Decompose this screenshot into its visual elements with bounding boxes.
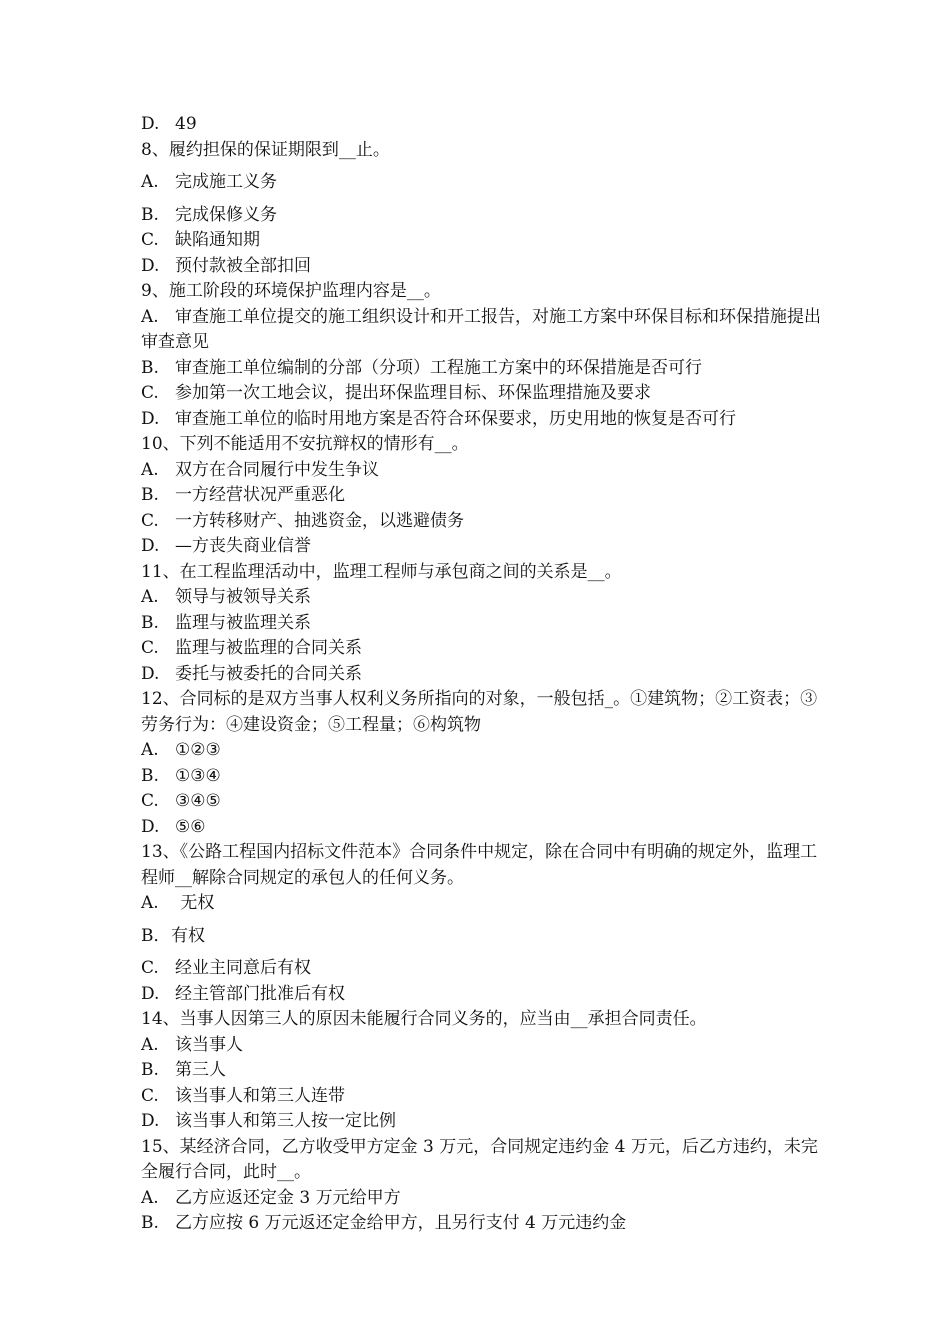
option-text: ①③④ <box>175 765 221 786</box>
option-label: A. <box>141 1187 159 1208</box>
option-label: C. <box>141 230 159 250</box>
option-text: 一方经营状况严重恶化 <box>175 485 345 505</box>
option-text: 经主管部门批准后有权 <box>175 983 345 1004</box>
option-label: C. <box>141 1085 159 1106</box>
answer-option <box>141 924 821 950</box>
answer-option <box>141 1109 821 1135</box>
option-label: B. <box>141 1213 159 1233</box>
option-label: B. <box>141 612 159 633</box>
option-label: C. <box>141 510 159 531</box>
option-text: 第三人 <box>175 1060 226 1080</box>
option-text: 该当事人和第三人连带 <box>175 1085 345 1106</box>
answer-option <box>141 1211 821 1237</box>
option-label: A. <box>141 587 159 607</box>
option-label: D. <box>141 114 160 134</box>
option-text: 委托与被委托的合同关系 <box>175 663 362 684</box>
answer-option <box>141 1084 821 1110</box>
answer-option <box>141 458 821 484</box>
answer-option <box>141 1058 821 1084</box>
option-label: D. <box>141 536 160 556</box>
option-text: ⑤⑥ <box>175 816 206 837</box>
option-text: 审查施工单位的临时用地方案是否符合环保要求，历史用地的恢复是否可行 <box>175 408 736 429</box>
answer-option <box>141 891 821 917</box>
answer-option <box>141 636 821 662</box>
option-label: C. <box>141 383 159 403</box>
option-label: D. <box>141 983 160 1004</box>
answer-option <box>141 789 821 815</box>
option-label: B. <box>141 485 159 505</box>
document-page <box>141 112 821 1237</box>
answer-option <box>141 509 821 535</box>
option-label: C. <box>141 958 159 978</box>
option-text: 参加第一次工地会议，提出环保监理目标、环保监理措施及要求 <box>175 383 651 403</box>
answer-option <box>141 203 821 229</box>
answer-option <box>141 1186 821 1212</box>
answer-option <box>141 956 821 982</box>
answer-option <box>141 534 821 560</box>
question-text: 8、履约担保的保证期限到__止。 <box>141 139 390 160</box>
option-label: D. <box>141 663 160 684</box>
option-text: 乙方应返还定金 3 万元给甲方 <box>175 1187 401 1208</box>
question-text: 14、当事人因第三人的原因未能履行合同义务的，应当由__承担合同责任。 <box>141 1009 707 1029</box>
answer-option <box>141 764 821 790</box>
answer-option <box>141 356 821 382</box>
option-label: B. <box>141 357 159 378</box>
answer-option <box>141 815 821 841</box>
question-text: 10、下列不能适用不安抗辩权的情形有__。 <box>141 434 469 454</box>
answer-option <box>141 112 821 138</box>
answer-option <box>141 738 821 764</box>
answer-option <box>141 611 821 637</box>
answer-option <box>141 585 821 611</box>
option-text: 完成保修义务 <box>175 204 277 225</box>
option-text: ③④⑤ <box>175 791 221 811</box>
question-text: 9、施工阶段的环境保护监理内容是__。 <box>141 281 441 301</box>
answer-option <box>141 170 821 196</box>
option-label: C. <box>141 791 159 811</box>
option-text: 完成施工义务 <box>175 172 277 192</box>
answer-option <box>141 381 821 407</box>
option-text: 审查施工单位编制的分部（分项）工程施工方案中的环保措施是否可行 <box>175 357 702 378</box>
option-label: B. <box>141 765 159 786</box>
option-text: 监理与被监理的合同关系 <box>175 638 362 658</box>
option-label: C. <box>141 638 159 658</box>
answer-option <box>141 1033 821 1059</box>
option-text: 领导与被领导关系 <box>175 587 311 607</box>
answer-option <box>141 982 821 1008</box>
answer-option <box>141 662 821 688</box>
question-text: 15、某经济合同，乙方收受甲方定金 3 万元，合同规定违约金 4 万元，后乙方违约，未完全履行合同，此时__。 <box>141 1136 818 1182</box>
answer-option <box>141 407 821 433</box>
option-label: A. <box>141 459 159 480</box>
option-label: A. <box>141 306 159 327</box>
option-text: 双方在合同履行中发生争议 <box>175 459 379 480</box>
option-text: 经业主同意后有权 <box>175 958 311 978</box>
option-label: A. <box>141 1034 159 1055</box>
option-text: 乙方应按 6 万元返还定金给甲方，且另行支付 4 万元违约金 <box>175 1213 627 1233</box>
option-label: D. <box>141 816 160 837</box>
question-text: 11、在工程监理活动中，监理工程师与承包商之间的关系是__。 <box>141 561 622 582</box>
question-text: 12、合同标的是双方当事人权利义务所指向的对象，一般包括_。①建筑物；②工资表；③劳务行为：④建设资金；⑤工程量；⑥构筑物 <box>141 689 818 735</box>
option-label: A. <box>141 740 159 760</box>
answer-option <box>141 228 821 254</box>
option-text: 该当事人 <box>175 1034 243 1055</box>
option-text: 缺陷通知期 <box>175 230 260 250</box>
option-text: ①②③ <box>175 740 221 760</box>
option-text: —方丧失商业信誉 <box>175 536 311 556</box>
answer-option <box>141 254 821 280</box>
option-text: 监理与被监理关系 <box>175 612 311 633</box>
answer-option <box>141 483 821 509</box>
option-text: 审查施工单位提交的施工组织设计和开工报告，对施工方案中环保目标和环保措施提出审查意见 <box>141 306 821 352</box>
option-label: A. <box>141 893 159 913</box>
option-text: 一方转移财产、抽逃资金，以逃避债务 <box>175 510 464 531</box>
option-text: 无权 <box>175 893 215 913</box>
option-label: D. <box>141 408 160 429</box>
option-text: 该当事人和第三人按一定比例 <box>175 1111 396 1131</box>
option-label: B. <box>141 204 159 225</box>
option-label: B． <box>141 925 171 946</box>
option-text: 49 <box>175 114 197 134</box>
option-label: A. <box>141 172 159 192</box>
option-label: D. <box>141 1111 160 1131</box>
option-label: D. <box>141 255 160 276</box>
option-label: B. <box>141 1060 159 1080</box>
question-text: 13、《公路工程国内招标文件范本》合同条件中规定，除在合同中有明确的规定外，监理工程师__解除合同规定的承包人的任何义务。 <box>141 842 818 888</box>
option-text: 预付款被全部扣回 <box>175 255 311 276</box>
answer-option <box>141 305 821 356</box>
option-text: 有权 <box>171 925 205 946</box>
